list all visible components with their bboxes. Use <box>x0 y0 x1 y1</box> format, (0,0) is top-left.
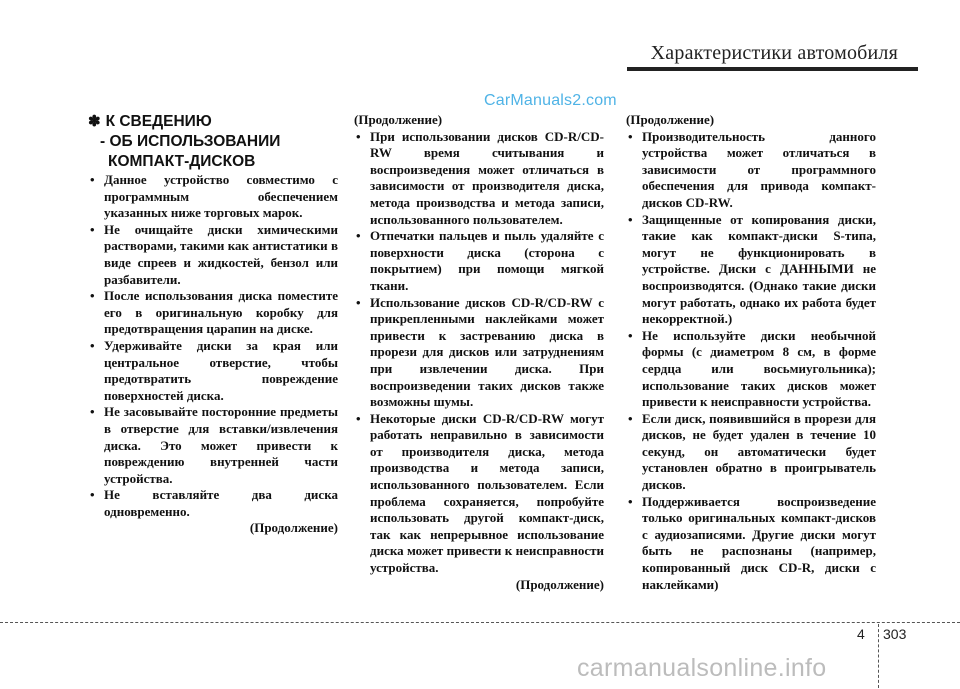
chapter-number: 4 <box>857 626 865 642</box>
list-item: • Не очищайте диски химическими растворами, такими как антистатики в виде спреев и жидкостей, бензол или разбавители. <box>88 222 338 288</box>
watermark-bottom: carmanualsonline.info <box>577 654 827 682</box>
continued-note: (Продолжение) <box>249 520 338 536</box>
footer-divider <box>0 622 960 623</box>
list-item: • Отпечатки пальцев и пыль удаляйте с поверхности диска (сторона с покрытием) при помощи мягкой ткани. <box>354 228 604 294</box>
list-item: • Не используйте диски необычной формы (с диаметром 8 см, в форме сердца или восьмиугольника); использование таких дисков может привести к неисправности устройства. <box>626 328 876 411</box>
watermark-top: CarManuals2.com <box>484 92 617 109</box>
header-rule <box>627 67 918 71</box>
section-heading-line2: - ОБ ИСПОЛЬЗОВАНИИ <box>100 133 281 150</box>
list-item: • Удерживайте диски за края или центральное отверстие, чтобы предотвратить повреждение поверхностей диска. <box>88 338 338 404</box>
list-item: • При использовании дисков CD-R/CD-RW время считывания и воспроизведения может отличаться в зависимости от производителя диска, метода производства и метода записи, использованного пользователем. <box>354 129 604 229</box>
list-item: • После использования диска поместите его в оригинальную коробку для предотвращения царапин на диске. <box>88 288 338 338</box>
list-item: • Не засовывайте посторонние предметы в отверстие для вставки/извлечения диска. Это может привести к повреждению внутренней части устройства. <box>88 404 338 487</box>
page-number-divider <box>878 624 879 688</box>
list-item: • Защищенные от копирования диски, такие как компакт-диски S-типа, могут не функционировать в устройстве. Диски с ДАННЫМИ не воспроизводятся. (Однако такие диски могут работать, однако их работа будет некорректной.) <box>626 212 876 328</box>
list-item: • Поддерживается воспроизведение только оригинальных компакт-дисков с аудиозаписями. Другие диски могут быть не распознаны (например, копированный диск CD-R, диски с наклейками) <box>626 494 876 594</box>
list-item: • Использование дисков CD-R/CD-RW с прикрепленными наклейками может привести к застреванию диска в прорези для дисков или затруднениям при извлечении диска. При воспроизведении таких дисков также возможны шумы. <box>354 295 604 411</box>
list-item: • Не вставляйте два диска одновременно. <box>88 487 338 520</box>
bullet-list-2 <box>354 129 604 577</box>
star-icon: ✽ <box>88 113 101 130</box>
section-heading <box>88 112 338 131</box>
list-item: • Некоторые диски CD-R/CD-RW могут работать неправильно в зависимости от производителя диска, метода производства и метода записи, использованного пользователем. Если проблема сохраняется, попробуйте использовать другой компакт-диск, так как непрерывное использование диска может привести к неисправности устройства. <box>354 411 604 577</box>
section-heading-line3: КОМПАКТ-ДИСКОВ <box>108 153 256 170</box>
text-column-1 <box>88 112 338 537</box>
list-item: • Если диск, появившийся в прорези для дисков, не будет удален в течение 10 секунд, он автоматически будет установлен обратно в проигрыватель дисков. <box>626 411 876 494</box>
page-number: 303 <box>883 626 907 642</box>
continued-note: (Продолжение) <box>515 576 604 592</box>
text-column-2 <box>354 112 604 593</box>
text-column-3 <box>626 112 876 593</box>
continued-note: (Продолжение) <box>354 112 443 127</box>
bullet-list-1 <box>88 172 338 520</box>
list-item: • Данное устройство совместимо с программным обеспечением указанных ниже торговых марок. <box>88 172 338 222</box>
list-item: • Производительность данного устройства может отличаться в зависимости от программного обеспечения для привода компакт-дисков CD-RW. <box>626 129 876 212</box>
bullet-list-3 <box>626 129 876 594</box>
continued-note: (Продолжение) <box>626 112 715 127</box>
page-header-title: Характеристики автомобиля <box>650 42 898 64</box>
section-heading-line1: К СВЕДЕНИЮ <box>105 113 212 130</box>
